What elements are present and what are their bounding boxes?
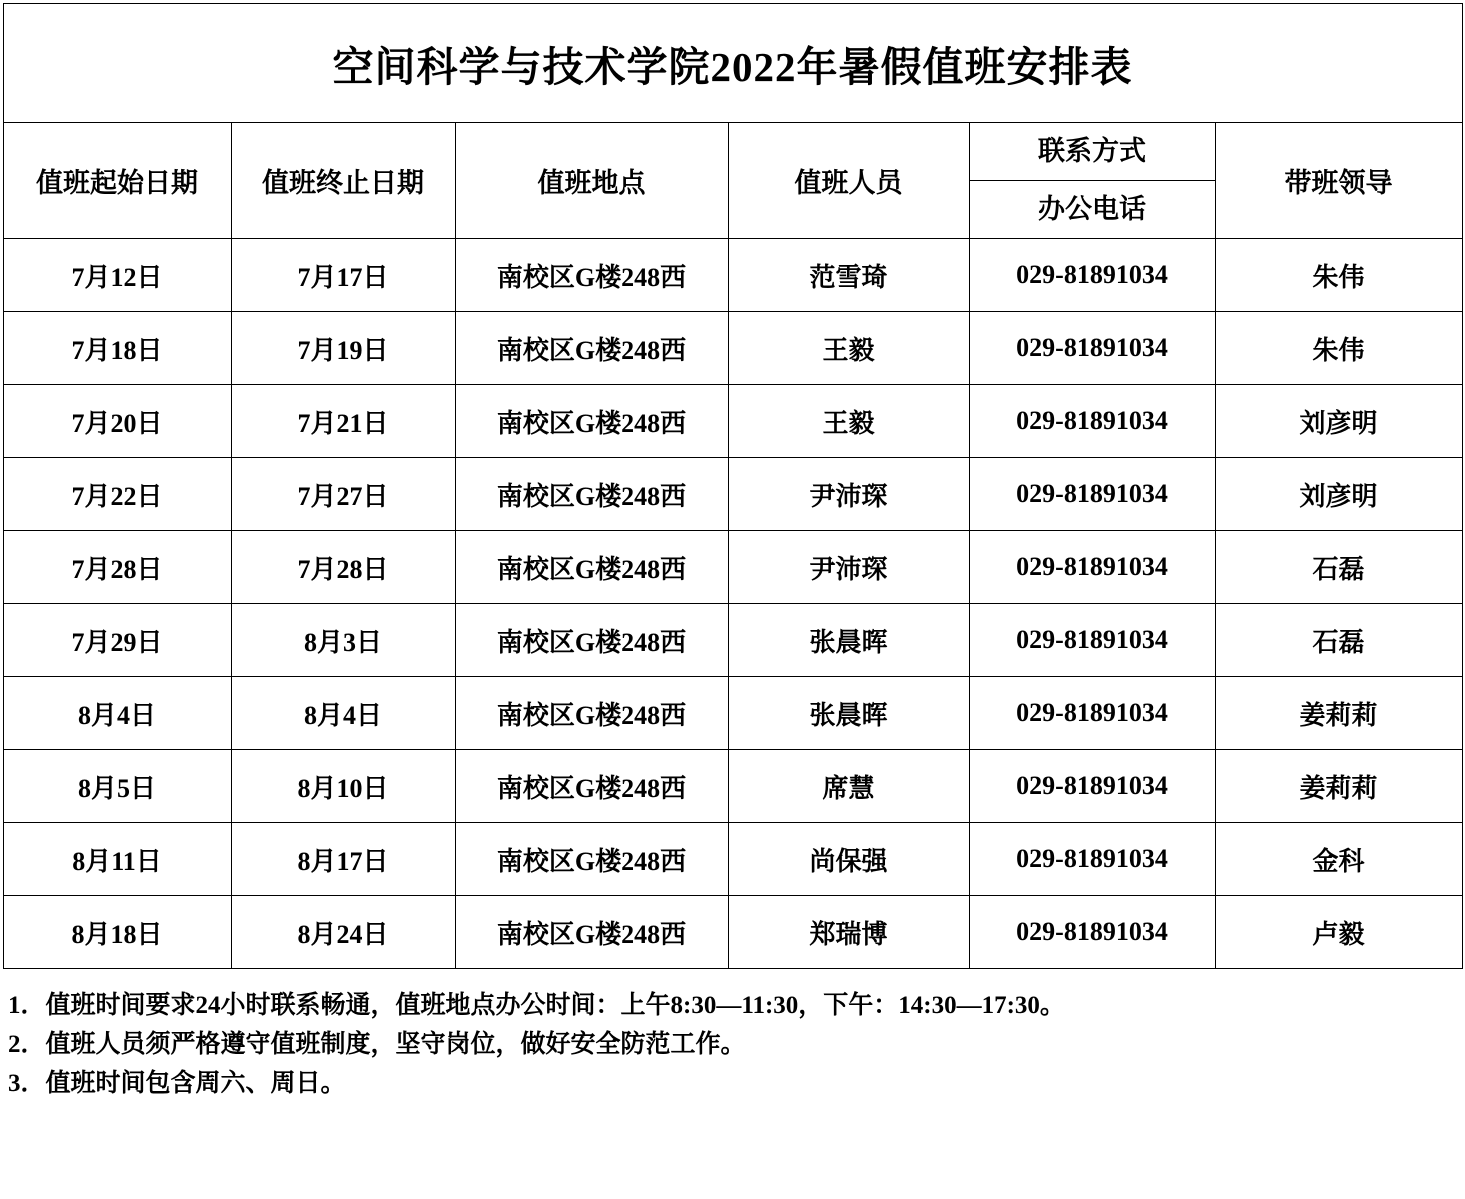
cell-leader: 姜莉莉 [1215,677,1462,750]
cell-end-date: 8月17日 [231,823,455,896]
cell-phone: 029-81891034 [969,823,1215,896]
header-leader: 带班领导 [1215,123,1462,239]
cell-start-date: 7月22日 [3,458,231,531]
cell-leader: 姜莉莉 [1215,750,1462,823]
header-location: 值班地点 [455,123,728,239]
cell-start-date: 7月28日 [3,531,231,604]
table-row [3,312,1462,385]
cell-staff: 张晨晖 [728,604,969,677]
cell-phone: 029-81891034 [969,677,1215,750]
page-title: 空间科学与技术学院2022年暑假值班安排表 [3,4,1462,123]
table-row [3,531,1462,604]
cell-start-date: 8月18日 [3,896,231,969]
document-page [0,3,1465,1199]
cell-location: 南校区G楼248西 [455,896,728,969]
cell-leader: 刘彦明 [1215,385,1462,458]
header-contact-title: 联系方式 [970,123,1215,181]
cell-location: 南校区G楼248西 [455,531,728,604]
header-staff: 值班人员 [728,123,969,239]
cell-staff: 席慧 [728,750,969,823]
cell-location: 南校区G楼248西 [455,312,728,385]
cell-phone: 029-81891034 [969,458,1215,531]
cell-leader: 石磊 [1215,604,1462,677]
table-row [3,604,1462,677]
cell-location: 南校区G楼248西 [455,677,728,750]
table-row [3,896,1462,969]
cell-location: 南校区G楼248西 [455,239,728,312]
cell-phone: 029-81891034 [969,750,1215,823]
table-row [3,458,1462,531]
cell-start-date: 8月11日 [3,823,231,896]
cell-phone: 029-81891034 [969,531,1215,604]
cell-phone: 029-81891034 [969,385,1215,458]
cell-staff: 王毅 [728,385,969,458]
cell-end-date: 8月10日 [231,750,455,823]
cell-end-date: 7月17日 [231,239,455,312]
note-item-3: 3．值班时间包含周六、周日。 [8,1069,346,1097]
notes-section [8,987,1465,1103]
table-row [3,677,1462,750]
table-row [3,385,1462,458]
cell-end-date: 8月24日 [231,896,455,969]
cell-leader: 石磊 [1215,531,1462,604]
cell-phone: 029-81891034 [969,312,1215,385]
cell-staff: 范雪琦 [728,239,969,312]
cell-leader: 金科 [1215,823,1462,896]
cell-location: 南校区G楼248西 [455,458,728,531]
cell-end-date: 8月3日 [231,604,455,677]
cell-leader: 朱伟 [1215,239,1462,312]
cell-staff: 郑瑞博 [728,896,969,969]
cell-location: 南校区G楼248西 [455,385,728,458]
header-end-date: 值班终止日期 [231,123,455,239]
cell-start-date: 8月4日 [3,677,231,750]
title-row [3,4,1462,123]
cell-leader: 卢毅 [1215,896,1462,969]
cell-start-date: 7月29日 [3,604,231,677]
cell-location: 南校区G楼248西 [455,604,728,677]
note-item-2: 2．值班人员须严格遵守值班制度，坚守岗位，做好安全防范工作。 [8,1030,746,1058]
cell-staff: 尹沛琛 [728,458,969,531]
cell-end-date: 7月27日 [231,458,455,531]
header-start-date: 值班起始日期 [3,123,231,239]
cell-end-date: 7月28日 [231,531,455,604]
cell-phone: 029-81891034 [969,239,1215,312]
cell-location: 南校区G楼248西 [455,823,728,896]
cell-phone: 029-81891034 [969,896,1215,969]
header-row [3,123,1462,239]
note-item-1: 1．值班时间要求24小时联系畅通，值班地点办公时间：上午8:30—11:30，下午：14:30—17:30。 [8,992,1065,1019]
cell-location: 南校区G楼248西 [455,750,728,823]
cell-end-date: 7月21日 [231,385,455,458]
cell-staff: 尹沛琛 [728,531,969,604]
header-contact-subtitle: 办公电话 [1038,194,1146,224]
cell-leader: 刘彦明 [1215,458,1462,531]
cell-leader: 朱伟 [1215,312,1462,385]
cell-start-date: 7月20日 [3,385,231,458]
table-row [3,750,1462,823]
cell-start-date: 8月5日 [3,750,231,823]
table-row [3,239,1462,312]
cell-staff: 尚保强 [728,823,969,896]
table-row [3,823,1462,896]
cell-start-date: 7月12日 [3,239,231,312]
duty-schedule-table [3,3,1463,969]
cell-end-date: 7月19日 [231,312,455,385]
cell-end-date: 8月4日 [231,677,455,750]
cell-start-date: 7月18日 [3,312,231,385]
cell-phone: 029-81891034 [969,604,1215,677]
header-contact [969,123,1215,239]
cell-staff: 王毅 [728,312,969,385]
cell-staff: 张晨晖 [728,677,969,750]
